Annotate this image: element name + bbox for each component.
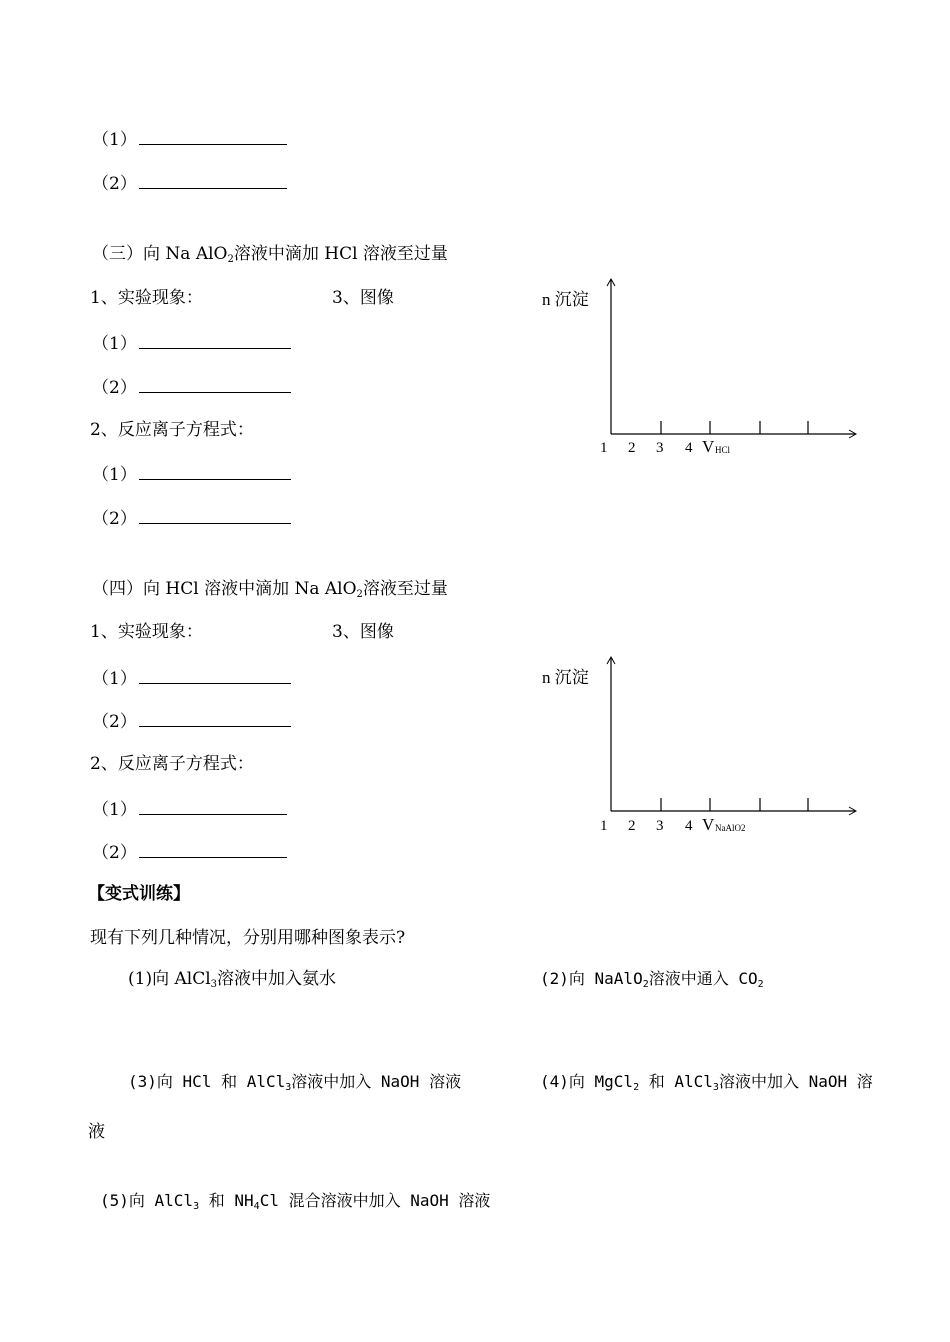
tick-label: 1 — [600, 440, 608, 456]
answer-blank[interactable] — [139, 841, 287, 858]
x-axis-label: V — [702, 437, 715, 456]
tick-label: 2 — [628, 818, 636, 834]
section3-phenomenon-1: （1） — [92, 332, 291, 354]
tick-label: 3 — [656, 440, 664, 456]
tick-label: 2 — [628, 440, 636, 456]
section3-equation-label: 2、反应离子方程式： — [90, 420, 254, 440]
section4-phenomenon-label: 1、实验现象： — [90, 622, 203, 642]
answer-blank[interactable] — [139, 798, 287, 815]
x-axis-label-sub: NaAlO2 — [715, 823, 746, 833]
section4-equation-2: （2） — [92, 841, 287, 863]
answer-blank[interactable] — [139, 376, 291, 393]
variant-heading: 【变式训练】 — [88, 884, 190, 904]
variant-item-1: (1)向 AlCl$_3$溶液中加入氨水 — [128, 969, 337, 990]
section3-equation-2: （2） — [92, 507, 291, 529]
section4-image-label: 3、图像 — [332, 622, 394, 642]
variant-item-3: (3)向 HCl 和 AlCl$_3$溶液中加入 NaOH 溶液 — [128, 1072, 462, 1093]
answer-blank[interactable] — [139, 172, 287, 189]
answer-blank[interactable] — [139, 332, 291, 349]
y-axis-label: n 沉淀 — [542, 290, 589, 309]
section3-axes — [540, 276, 860, 466]
section4-equation-1: （1） — [92, 798, 287, 820]
answer-blank[interactable] — [139, 128, 287, 145]
answer-blank[interactable] — [139, 710, 291, 727]
top-item-2: （2） — [92, 172, 287, 194]
section3-phenomenon-label: 1、实验现象： — [90, 288, 203, 308]
answer-blank[interactable] — [139, 507, 291, 524]
section4-phenomenon-2: （2） — [92, 710, 291, 732]
tick-label: 1 — [600, 818, 608, 834]
variant-question: 现有下列几种情况，分别用哪种图象表示? — [90, 928, 406, 948]
section4-equation-label: 2、反应离子方程式： — [90, 754, 254, 774]
section4-axes — [540, 654, 860, 844]
variant-item-4-continued: 液 — [88, 1122, 105, 1142]
variant-item-2: (2)向 NaAlO$_2$溶液中通入 $CO_2$ — [540, 969, 764, 990]
section3-title: （三）向 Na AlO$_2$溶液中滴加 HCl 溶液至过量 — [92, 244, 448, 265]
tick-label: 3 — [656, 818, 664, 834]
section3-image-label: 3、图像 — [332, 288, 394, 308]
tick-label: 4 — [685, 440, 693, 456]
answer-blank[interactable] — [139, 463, 291, 480]
section3-equation-1: （1） — [92, 463, 291, 485]
section4-title: （四）向 HCl 溶液中滴加 Na AlO$_2$溶液至过量 — [92, 579, 448, 600]
x-axis-label-sub: HCl — [715, 445, 731, 455]
section3-phenomenon-2: （2） — [92, 376, 291, 398]
x-axis-label: V — [702, 815, 715, 834]
answer-blank[interactable] — [139, 667, 291, 684]
variant-item-5: (5)向 AlCl$_3$ 和 $NH_4Cl$ 混合溶液中加入 NaOH 溶液 — [100, 1191, 491, 1212]
tick-label: 4 — [685, 818, 693, 834]
top-item-1: （1） — [92, 128, 287, 150]
variant-item-4: (4)向 MgCl$_2$ 和 AlCl$_3$溶液中加入 NaOH 溶 — [540, 1072, 873, 1093]
y-axis-label: n 沉淀 — [542, 668, 589, 687]
section4-phenomenon-1: （1） — [92, 667, 291, 689]
